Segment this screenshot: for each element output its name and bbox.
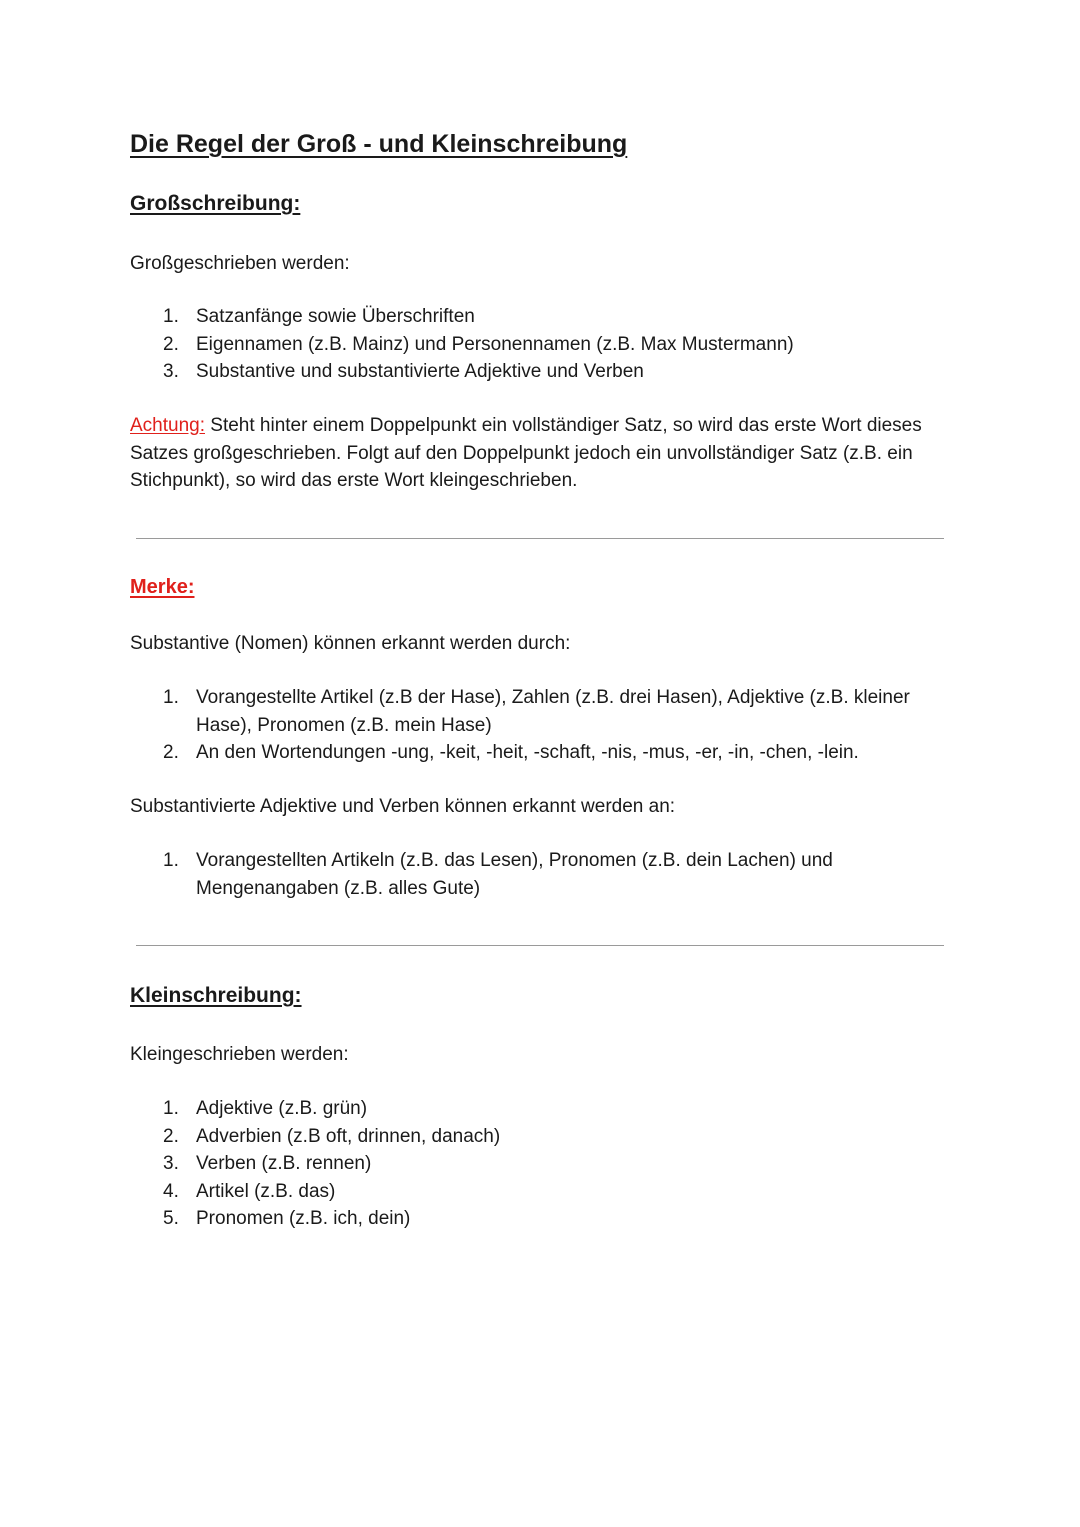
list-number: 1.: [163, 306, 179, 327]
list-item: [130, 303, 950, 331]
section-heading-grossschreibung: Großschreibung:: [130, 192, 301, 215]
divider: [136, 538, 944, 539]
list-item-text: Adjektive (z.B. grün): [196, 1098, 368, 1119]
gross-list: [130, 303, 950, 386]
divider: [136, 945, 944, 946]
list-item-text: An den Wortendungen -ung, -keit, -heit, -schaft, -nis, -mus, -er, -in, -chen, -lein.: [196, 742, 859, 763]
merke-intro-substantivierte: Substantivierte Adjektive und Verben können erkannt werden an:: [130, 796, 676, 817]
list-number: 3.: [163, 361, 179, 382]
achtung-label: Achtung:: [130, 415, 205, 436]
list-number: 3.: [163, 1153, 179, 1174]
merke-list-substantive: [130, 684, 950, 767]
list-number: 1.: [163, 850, 179, 871]
list-item: [130, 684, 950, 739]
list-item-text: Eigennamen (z.B. Mainz) und Personennamen (z.B. Max Mustermann): [196, 333, 794, 355]
section-heading-merke: Merke:: [130, 576, 195, 598]
merke-intro-substantive: Substantive (Nomen) können erkannt werden durch:: [130, 633, 571, 654]
list-item: [130, 358, 950, 386]
document-title: Die Regel der Groß - und Kleinschreibung: [130, 130, 628, 158]
list-item: [130, 1205, 950, 1233]
list-number: 1.: [163, 687, 179, 708]
section-heading-kleinschreibung: Kleinschreibung:: [130, 984, 302, 1007]
list-item: [130, 739, 950, 767]
list-item: [130, 1178, 950, 1206]
list-item-text: Substantive und substantivierte Adjektive und Verben: [196, 361, 644, 382]
list-number: 2.: [163, 1125, 179, 1147]
achtung-paragraph: [130, 412, 950, 495]
list-number: 4.: [163, 1180, 179, 1202]
list-item: [130, 847, 950, 902]
list-item: [130, 1095, 950, 1123]
achtung-text: Steht hinter einem Doppelpunkt ein vollständiger Satz, so wird das erste Wort dieses Satzes großgeschrieben. Folgt auf den Doppelpunkt jedoch ein unvollständiger Satz (z.B. ein Stichpunkt), so wird das erste Wort kleingeschrieben.: [130, 415, 922, 491]
list-item: [130, 1150, 950, 1178]
list-item-text: Artikel (z.B. das): [196, 1180, 336, 1202]
list-item-text: Vorangestellte Artikel (z.B der Hase), Zahlen (z.B. drei Hasen), Adjektive (z.B. kleiner Hase), Pronomen (z.B. mein Hase): [196, 687, 910, 736]
merke-list-substantivierte: [130, 847, 950, 902]
list-number: 2.: [163, 333, 179, 355]
klein-list: [130, 1095, 950, 1233]
list-number: 1.: [163, 1098, 179, 1119]
list-item-text: Satzanfänge sowie Überschriften: [196, 306, 475, 327]
list-number: 5.: [163, 1208, 179, 1229]
list-item-text: Verben (z.B. rennen): [196, 1153, 372, 1174]
list-item-text: Adverbien (z.B oft, drinnen, danach): [196, 1125, 501, 1147]
list-item-text: Vorangestellten Artikeln (z.B. das Lesen), Pronomen (z.B. dein Lachen) und Mengenangaben (z.B. alles Gute): [196, 850, 833, 899]
list-number: 2.: [163, 742, 179, 763]
list-item: [130, 1123, 950, 1151]
list-item-text: Pronomen (z.B. ich, dein): [196, 1208, 411, 1229]
klein-intro: Kleingeschrieben werden:: [130, 1044, 349, 1065]
gross-intro: Großgeschrieben werden:: [130, 253, 350, 274]
list-item: [130, 331, 950, 359]
